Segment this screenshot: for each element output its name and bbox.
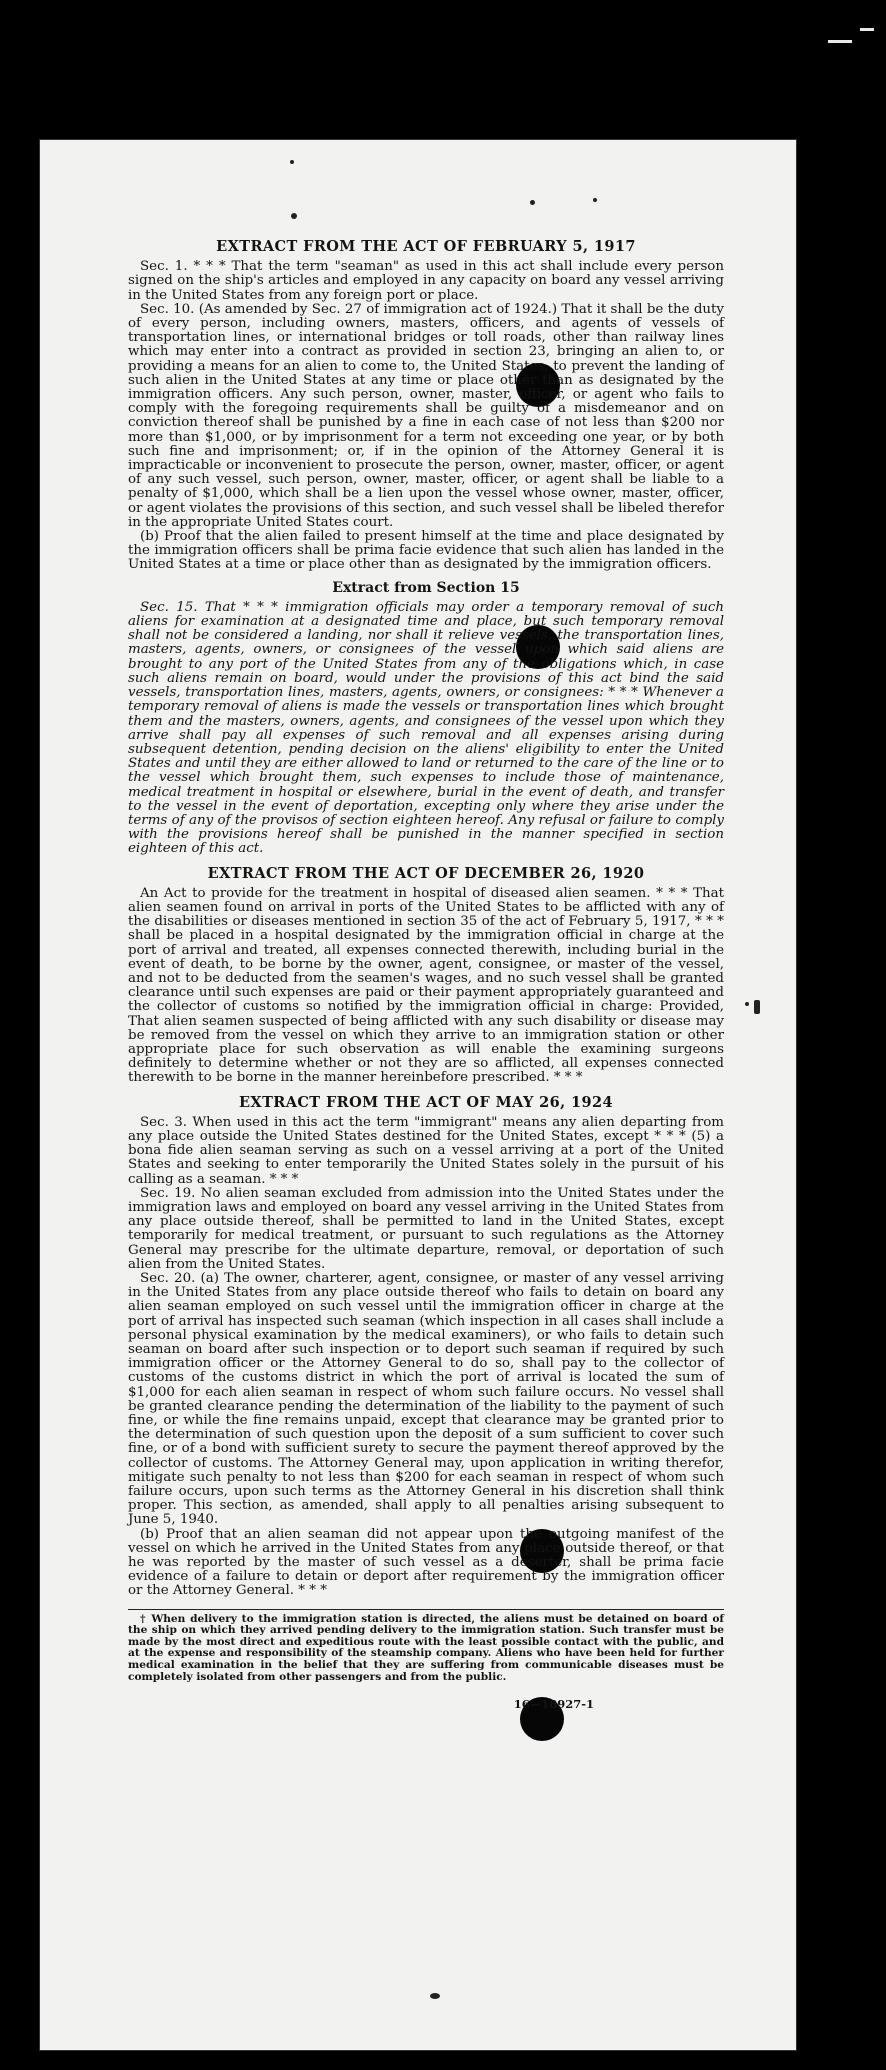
heading-act-1917: EXTRACT FROM THE ACT OF FEBRUARY 5, 1917 — [216, 238, 636, 255]
footnote: † When delivery to the immigration station is directed, the aliens must be detained on board of the ship on which they arrived pending delivery to the immigration station. Such transfer must be made by the most direct and expeditious route with the least possible contact with the public, and at the expense and responsibility of the steamship company. Aliens who have been held for further medical examination in the belief that they are suffering from communicable diseases must be completely isolated from other passengers and from the public. — [128, 1612, 724, 1683]
paragraph: (b) Proof that an alien seaman did not appear upon the outgoing manifest of the vessel on which he arrived in the United States from any place outside thereof, or that he was reported by the master of such vessel as a deserter, shall be prima facie evidence of a failure to detain or deport after requirement by the immigration officer or the Attorney General. * * * — [128, 1526, 724, 1599]
heading-act-1924: EXTRACT FROM THE ACT OF MAY 26, 1924 — [238, 1093, 614, 1111]
ink-speck — [290, 160, 294, 164]
divider — [128, 1609, 724, 1610]
paragraph: Sec. 19. No alien seaman excluded from admission into the United States under the immigration laws and employed on board any vessel arriving in the United States from any place outside thereof, shall be permitted to land in the United States, except temporarily for medical treatment, or pursuant to such regulations as the Attorney General may prescribe for the ultimate departure, removal, or deportation of such alien from the United States. — [128, 1185, 724, 1272]
paragraph: An Act to provide for the treatment in hospital of diseased alien seamen. * * * That alien seamen found on arrival in ports of the United States to be afflicted with any of the disabilities or diseases mentioned in section 35 of the act of February 5, 1917, * * * shall be placed in a hospital designated by the immigration official in charge at the port of arrival and treated, all expenses connected therewith, including burial in the event of death, to be borne by the owner, agent, consignee, or master of the vessel, and not to be deducted from the seamen's wages, and no such vessel shall be granted clearance until such expenses are paid or their payment appropriately guaranteed and the collector of customs so notified by the immigration official in charge: Provided, That alien seamen suspected of being afflicted with any such disability or disease may be removed from the vessel on which they arrive to an immigration station or other appropriate place for such observation as will enable the examining surgeons definitely to determine whether or not they are so afflicted, all expenses connected therewith to be borne in the manner hereinbefore prescribed. * * * — [128, 885, 724, 1086]
paragraph: Sec. 3. When used in this act the term "immigrant" means any alien departing from any place outside the United States destined for the United States, except * * * (5) a bona fide alien seaman serving as such on a vessel arriving at a port of the United States and seeking to enter temporarily the United States solely in the pursuit of his calling as a seaman. * * * — [128, 1114, 724, 1187]
ink-speck — [530, 200, 535, 205]
paragraph: Sec. 20. (a) The owner, charterer, agent, consignee, or master of any vessel arriving in the United States from any place outside thereof who fails to detain on board any alien seaman employed on such vessel until the immigration officer in charge at the port of arrival has inspected such seaman (which inspection in all cases shall include a personal physical examination by the medical examiners), or who fails to detain such seaman on board after such inspection or to deport such seaman if required by such immigration officer or the Attorney General to do so, shall pay to the collector of customs of the customs district in which the port of arrival is located the sum of $1,000 for each alien seaman in respect of whom such failure occurs. No vessel shall be granted clearance pending the determination of the liability to the payment of such fine, or while the fine remains unpaid, except that clearance may be granted prior to the determination of such question upon the deposit of a sum sufficient to cover such fine, or of a bond with sufficient surety to secure the payment thereof approved by the collector of customs. The Attorney General may, upon application in writing therefor, mitigate such penalty to not less than $200 for each seaman in respect of whom such failure occurs, upon such terms as the Attorney General in his discretion shall think proper. This section, as amended, shall apply to all penalties arising subsequent to June 5, 1940. — [128, 1271, 724, 1528]
paragraph: Sec. 10. (As amended by Sec. 27 of immigration act of 1924.) That it shall be the duty of every person, including owners, masters, officers, and agents of vessels of transportation lines, or international bridges or toll roads, other than railway lines which may enter into a contract as provided in section 23, bringing an alien to, or providing a means for an alien to come to, the United States, to prevent the landing of such alien in the United States at any time or place other than as designated by the immigration officers. Any such person, owner, master, officer, or agent who fails to comply with the foregoing requirements shall be guilty of a misdemeanor and on conviction thereof shall be punished by a fine in each case of not less than $200 nor more than $1,000, or by imprisonment for a term not exceeding one year, or by both such fine and imprisonment; or, if in the opinion of the Attorney General it is impracticable or inconvenient to prosecute the person, owner, master, officer, or agent of any such vessel, such person, owner, master, officer, or agent shall be liable to a penalty of $1,000, which shall be a lien upon the vessel whose owner, master, officer, or agent violates the provisions of this section, and such vessel shall be libeled therefor in the appropriate United States court. — [128, 301, 724, 530]
heading-section-15: Extract from Section 15 — [332, 579, 520, 596]
ink-speck — [745, 1002, 749, 1006]
paragraph: Sec. 1. * * * That the term "seaman" as used in this act shall include every person signed on the ship's articles and employed in any capacity on board any vessel arriving in the United States from any foreign port or place. — [128, 259, 724, 303]
form-number: 16—18927-1 — [513, 1697, 594, 1712]
document-page — [40, 140, 796, 2050]
scan-edge-mark — [860, 28, 874, 31]
paragraph: (b) Proof that the alien failed to present himself at the time and place designated by the immigration officers shall be prima facie evidence that such alien has landed in the United States at a time or place other than as designated by the immigration officers. — [128, 529, 724, 573]
ink-speck — [754, 1000, 760, 1014]
ink-speck — [593, 198, 597, 202]
document-text — [128, 240, 724, 1711]
ink-speck — [291, 213, 297, 219]
paragraph: Sec. 15. That * * * immigration officials may order a temporary removal of such aliens for examination at a designated time and place, but such temporary removal shall not be considered a landing, nor shall it relieve vessels, the transportation lines, masters, agents, owners, or consignees of the vessel upon which said aliens are brought to any port of the United States from any of the obligations which, in case such aliens remain on board, would under the provisions of this act bind the said vessels, transportation lines, masters, agents, owners, or consignees: * * * Whenever a temporary removal of aliens is made the vessels or transportation lines which brought them and the masters, owners, agents, and consignees of the vessel upon which they arrive shall pay all expenses of such removal and all expenses arising during subsequent detention, pending decision on the aliens' eligibility to enter the United States and until they are either allowed to land or returned to the care of the line or to the vessel which brought them, such expenses to include those of maintenance, medical treatment in hospital or elsewhere, burial in the event of death, and transfer to the vessel in the event of deportation, excepting only where they arise under the terms of any of the provisos of section eighteen hereof. Any refusal or failure to comply with the provisions hereof shall be punished in the manner specified in section eighteen of this act. — [128, 599, 724, 857]
ink-speck — [430, 1993, 440, 1999]
heading-act-1920: EXTRACT FROM THE ACT OF DECEMBER 26, 1920 — [207, 864, 645, 882]
scan-edge-mark — [828, 40, 852, 43]
